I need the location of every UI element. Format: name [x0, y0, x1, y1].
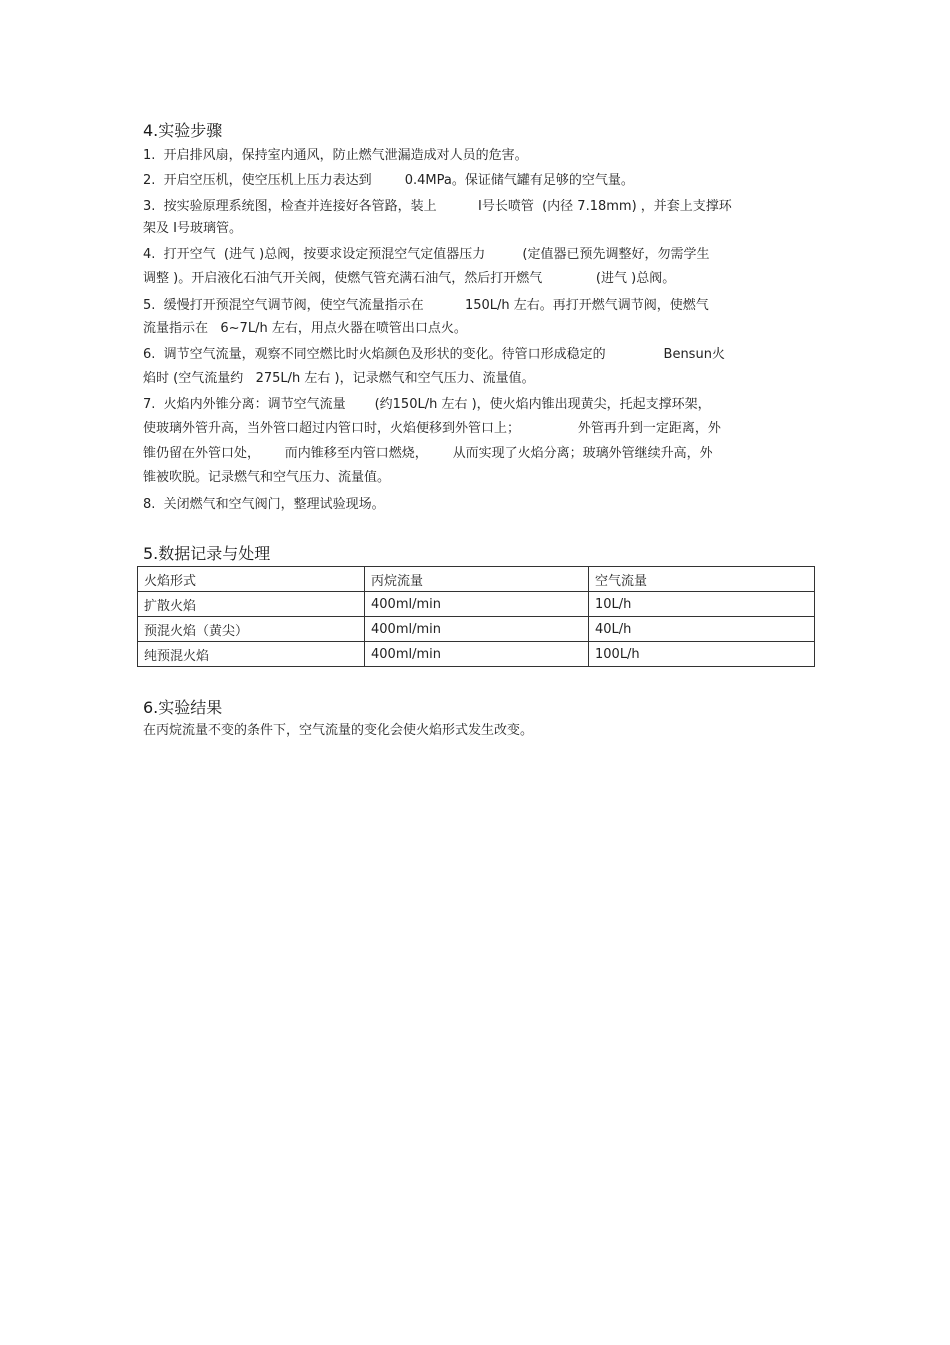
table-row — [138, 617, 815, 642]
table-cell: 10L/h — [589, 592, 815, 617]
table-cell: 100L/h — [589, 642, 815, 667]
step-line: 3. 按实验原理系统图，检查并连接好各管路，装上 I号长喷管 (内径 7.18mm) ，并套上支撑环 — [143, 199, 732, 214]
table-header-row — [138, 567, 815, 592]
step-line: 7. 火焰内外锥分离：调节空气流量 (约150L/h 左右 )，使火焰内锥出现黄尖，托起支撑环架， — [143, 397, 711, 412]
table-row — [138, 642, 815, 667]
column-header: 丙烷流量 — [365, 567, 589, 592]
step-line: 8. 关闭燃气和空气阀门，整理试验现场。 — [143, 497, 385, 512]
step-line: 4. 打开空气 (进气 )总阀，按要求设定预混空气定值器压力 (定值器已预先调整好，勿需学生 — [143, 247, 710, 262]
table-row — [138, 592, 815, 617]
section-6-title: 6.实验结果 — [143, 698, 223, 717]
step-line: 2. 开启空压机，使空压机上压力表达到 0.4MPa。保证储气罐有足够的空气量。 — [143, 173, 634, 188]
table-cell: 400ml/min — [365, 617, 589, 642]
step-line: 使玻璃外管升高，当外管口超过内管口时，火焰便移到外管口上； 外管再升到一定距离，外 — [143, 421, 721, 436]
table-cell: 扩散火焰 — [138, 592, 365, 617]
column-header: 火焰形式 — [138, 567, 365, 592]
step-line: 调整 )。开启液化石油气开关阀，使燃气管充满石油气，然后打开燃气 (进气 )总阀。 — [143, 271, 676, 286]
step-line: 1. 开启排风扇，保持室内通风，防止燃气泄漏造成对人员的危害。 — [143, 148, 528, 163]
step-line: 架及 I号玻璃管。 — [143, 221, 242, 236]
step-line: 6. 调节空气流量，观察不同空燃比时火焰颜色及形状的变化。待管口形成稳定的 Bensun火 — [143, 347, 725, 362]
table-cell: 400ml/min — [365, 592, 589, 617]
result-text: 在丙烷流量不变的条件下，空气流量的变化会使火焰形式发生改变。 — [143, 723, 534, 738]
step-line: 焰时 (空气流量约 275L/h 左右 )，记录燃气和空气压力、流量值。 — [143, 371, 535, 386]
table-cell: 400ml/min — [365, 642, 589, 667]
data-table — [137, 566, 815, 667]
section-4-title: 4.实验步骤 — [143, 121, 223, 140]
step-line: 锥仍留在外管口处， 而内锥移至内管口燃烧， 从而实现了火焰分离；玻璃外管继续升高，外 — [143, 446, 713, 461]
column-header: 空气流量 — [589, 567, 815, 592]
step-line: 锥被吹脱。记录燃气和空气压力、流量值。 — [143, 470, 391, 485]
step-line: 5. 缓慢打开预混空气调节阀，使空气流量指示在 150L/h 左右。再打开燃气调节阀，使燃气 — [143, 298, 709, 313]
table-cell: 40L/h — [589, 617, 815, 642]
table-cell: 预混火焰（黄尖） — [138, 617, 365, 642]
table-cell: 纯预混火焰 — [138, 642, 365, 667]
section-5-title: 5.数据记录与处理 — [143, 544, 271, 563]
step-line: 流量指示在 6~7L/h 左右，用点火器在喷管出口点火。 — [143, 321, 467, 336]
